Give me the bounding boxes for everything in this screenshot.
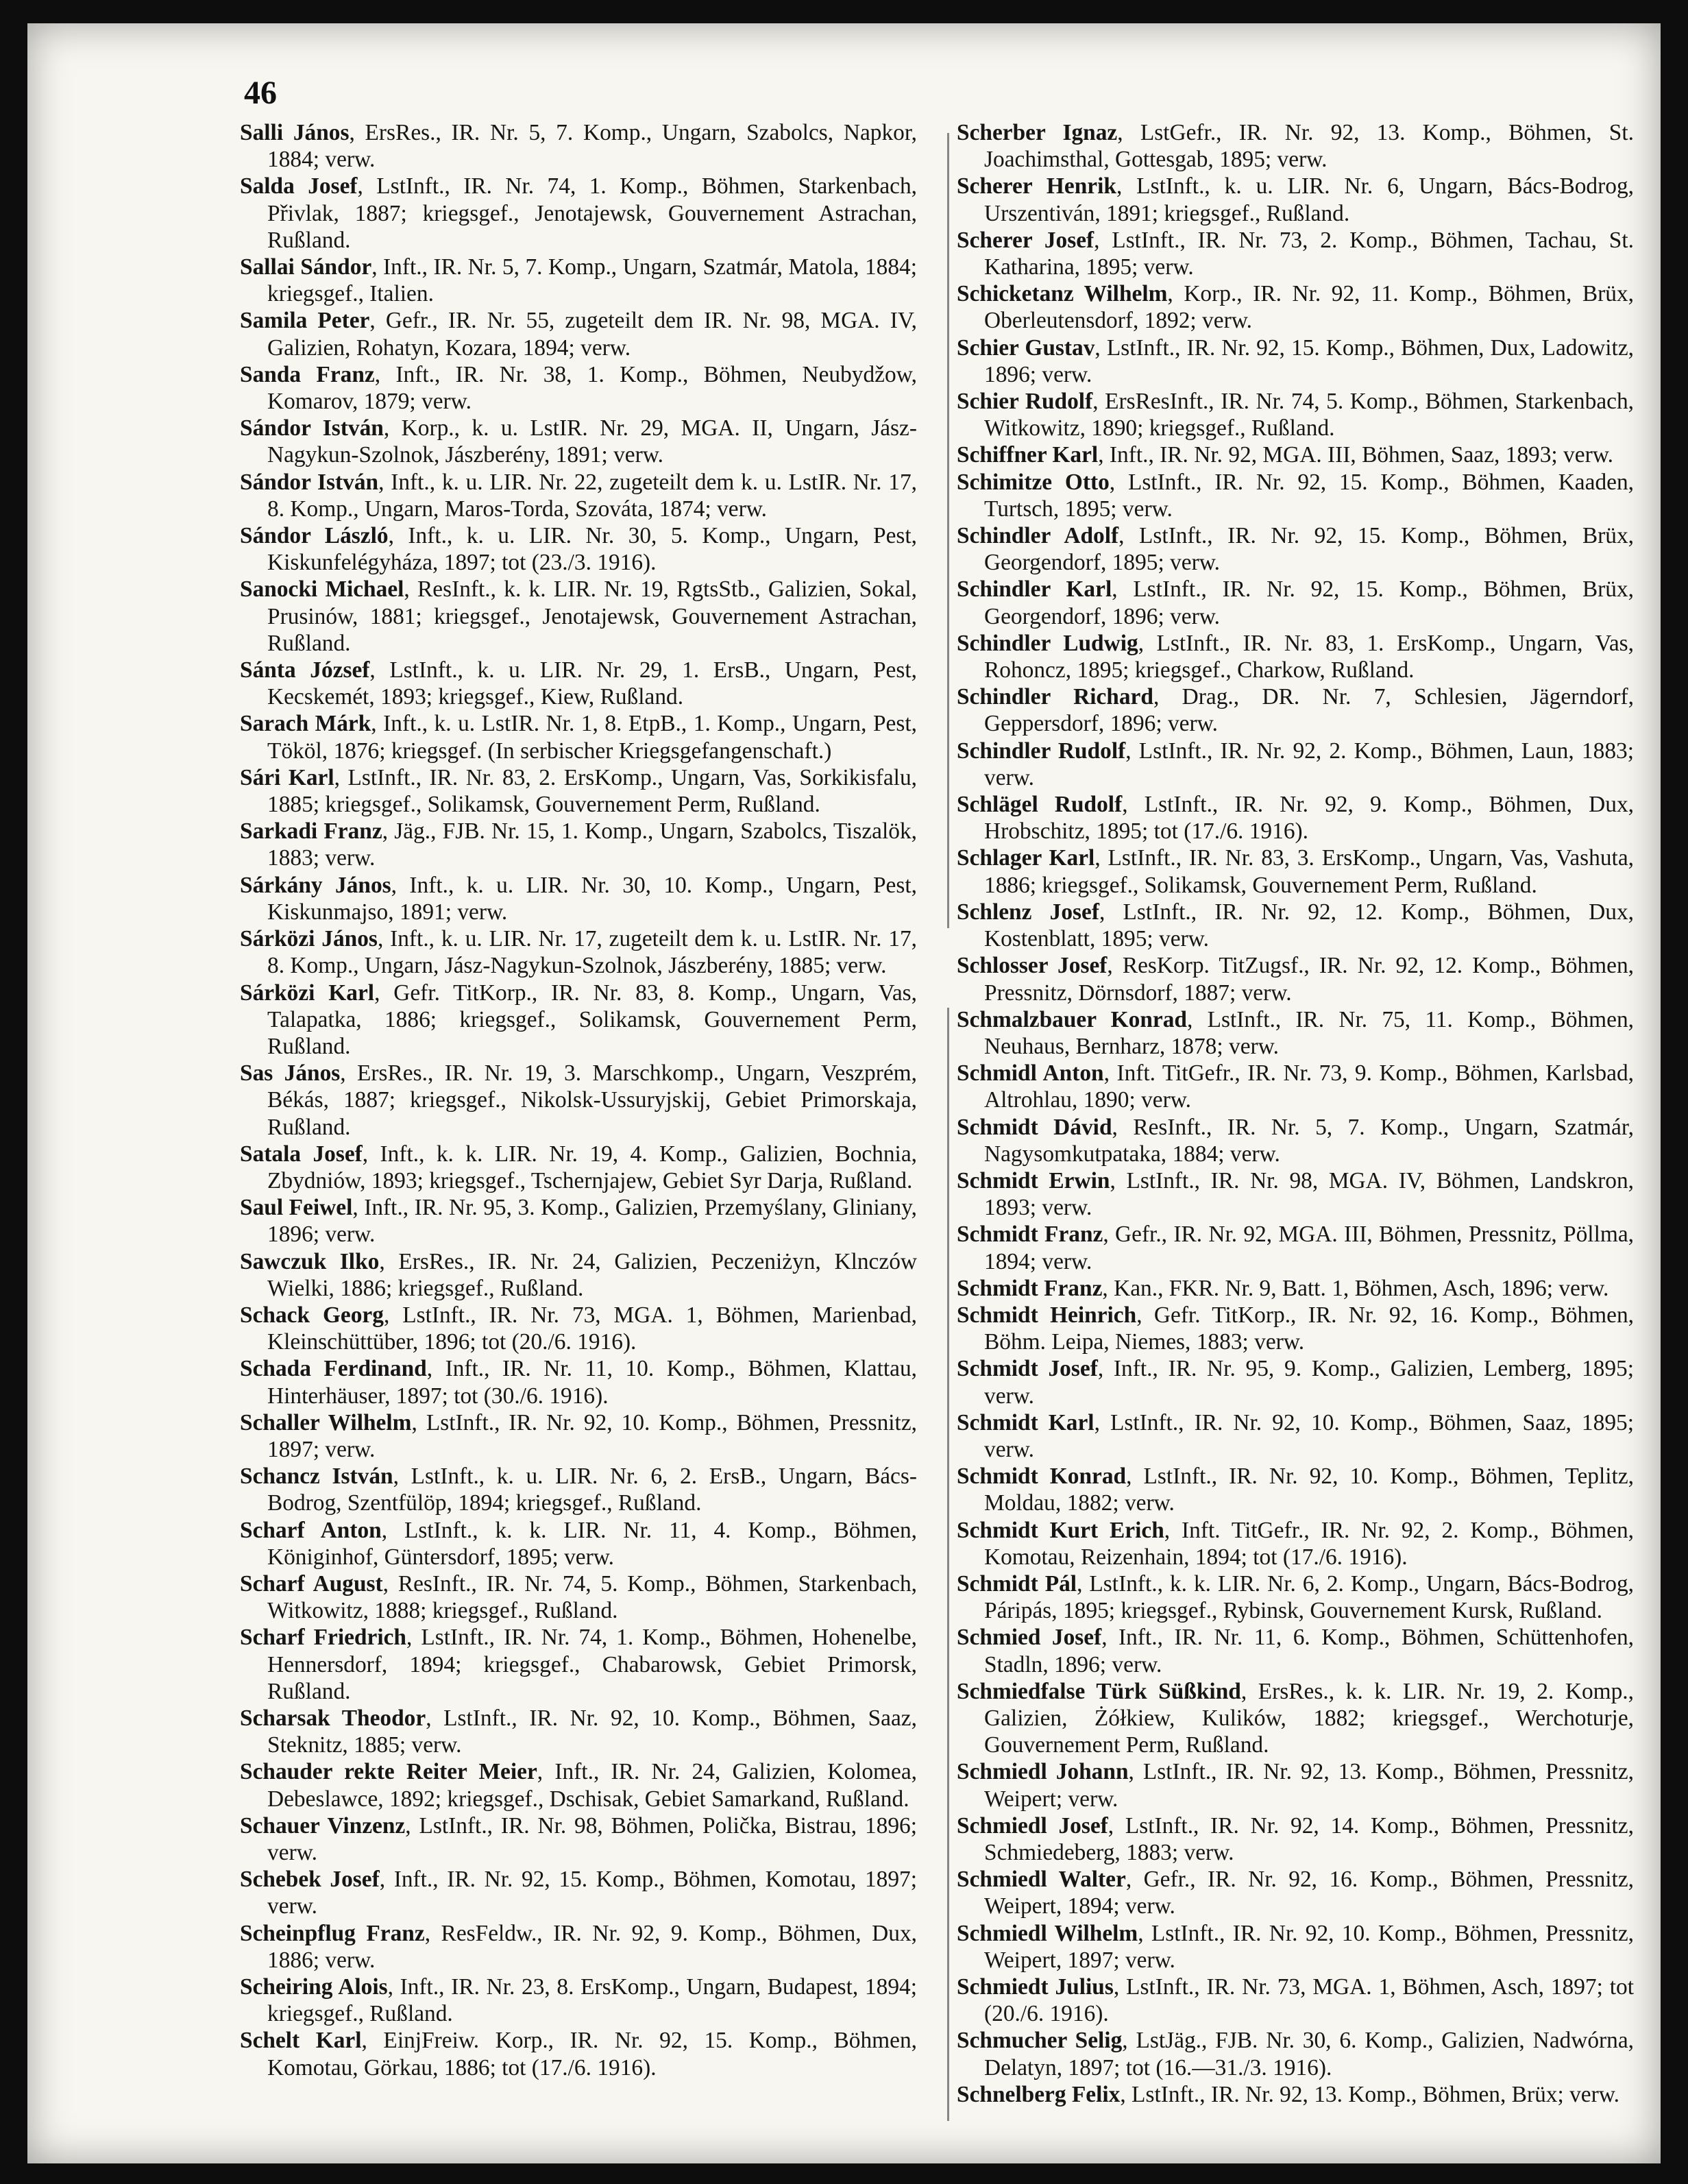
entry-name: Sanda Franz [240, 361, 375, 387]
entry-details: , LstInft., k. k. LIR. Nr. 6, 2. Komp., Ungarn, Bács-Bodrog, Páripás, 1895; kriegsgef., Rybinsk, Gouvernement Kursk, Rußland. [984, 1570, 1634, 1624]
entry-name: Salli János [240, 120, 350, 145]
casualty-entry [240, 872, 917, 925]
entry-name: Sárközi János [240, 926, 378, 952]
entry-name: Sándor István [240, 469, 379, 495]
entry-name: Schmalzbauer Konrad [957, 1006, 1188, 1032]
entry-details: , ResInft., k. k. LIR. Nr. 19, RgtsStb., Galizien, Sokal, Prusinów, 1881; kriegsgef., Jenotajewsk, Gouvernement Astrachan, Rußland. [267, 577, 917, 656]
entry-name: Schier Gustav [957, 335, 1095, 361]
casualty-entry [957, 1409, 1634, 1463]
entry-name: Schindler Karl [957, 577, 1112, 603]
entry-name: Schindler Adolf [957, 523, 1119, 549]
entry-details: , LstInft., IR. Nr. 73, MGA. 1, Böhmen, Asch, 1897; tot (20./6. 1916). [984, 1974, 1634, 2027]
entry-name: Sánta József [240, 657, 370, 683]
casualty-entry [240, 254, 917, 307]
entry-name: Sas János [240, 1060, 341, 1087]
casualty-entry [957, 1114, 1634, 1167]
casualty-entry [957, 1624, 1634, 1677]
entry-name: Sárközi Karl [240, 980, 375, 1006]
entry-name: Schelt Karl [240, 2028, 362, 2054]
casualty-entry [957, 1167, 1634, 1221]
entry-details: , LstInft., IR. Nr. 92, 15. Komp., Böhmen, Brüx, Georgendorf, 1896; verw. [984, 577, 1634, 629]
entry-details: , LstInft., IR. Nr. 92, 13. Komp., Böhmen, Brüx; verw. [1120, 2081, 1620, 2107]
entry-details: , Korp., k. u. LstIR. Nr. 29, MGA. II, Ungarn, Jász-Nagykun-Szolnok, Jászberény, 1891; verw. [267, 415, 917, 468]
casualty-entry [240, 1302, 917, 1355]
entry-name: Schmiedl Josef [957, 1812, 1108, 1839]
casualty-entry [240, 173, 917, 254]
entry-details: , LstInft., IR. Nr. 74, 1. Komp., Böhmen, Starkenbach, Přivlak, 1887; kriegsgef., Jenotajewsk, Gouvernement Astrachan, Rußland. [267, 173, 917, 253]
casualty-entry [957, 119, 1634, 173]
entry-details: , LstInft., IR. Nr. 92, 14. Komp., Böhmen, Pressnitz, Schmiedeberg, 1883; verw. [984, 1812, 1634, 1865]
casualty-entry [240, 1920, 917, 1974]
entry-name: Schmidt Erwin [957, 1167, 1110, 1193]
casualty-entry [240, 119, 917, 173]
casualty-entry [957, 683, 1634, 737]
casualty-entry [957, 1355, 1634, 1409]
entry-name: Schlägel Rudolf [957, 792, 1123, 818]
entry-name: Scherber Ignaz [957, 120, 1118, 145]
casualty-entry [957, 173, 1634, 226]
entry-name: Schancz István [240, 1464, 393, 1490]
casualty-entry [240, 710, 917, 764]
entry-details: , Inft. TitGefr., IR. Nr. 92, 2. Komp., Böhmen, Komotau, Reizenhain, 1894; tot (17./6. 1916). [984, 1517, 1634, 1570]
entry-name: Schauder rekte Reiter Meier [240, 1759, 537, 1785]
entry-name: Schmiedl Johann [957, 1759, 1129, 1785]
entry-details: , Inft., IR. Nr. 38, 1. Komp., Böhmen, Neubydžow, Komarov, 1879; verw. [267, 361, 917, 415]
casualty-entry [957, 280, 1634, 334]
casualty-entry [240, 1517, 917, 1570]
entry-details: , Inft., k. u. LIR. Nr. 17, zugeteilt dem k. u. LstIR. Nr. 17, 8. Komp., Ungarn, Jász-Nagykun-Szolnok, Jászberény, 1885; verw. [267, 926, 918, 979]
entry-name: Schada Ferdinand [240, 1356, 427, 1382]
casualty-entry [240, 576, 917, 657]
casualty-entry [240, 1248, 917, 1302]
casualty-entry [240, 307, 917, 361]
casualty-entry [240, 818, 917, 871]
entry-details: , LstInft., IR. Nr. 92, 10. Komp., Böhmen, Teplitz, Moldau, 1882; verw. [984, 1464, 1634, 1516]
casualty-entry [957, 227, 1634, 280]
entry-details: , Inft., IR. Nr. 11, 10. Komp., Böhmen, Klattau, Hinterhäuser, 1897; tot (30./6. 1916). [267, 1356, 918, 1409]
entry-name: Scherer Henrik [957, 173, 1116, 199]
casualty-entry [957, 630, 1634, 683]
entry-details: , LstInft., k. u. LIR. Nr. 6, 2. ErsB., Ungarn, Bács-Bodrog, Szentfülöp, 1894; kriegsgef., Rußland. [267, 1464, 917, 1516]
entry-name: Schmidl Anton [957, 1060, 1104, 1087]
casualty-entry [957, 2081, 1634, 2108]
casualty-entry [957, 2027, 1634, 2080]
entry-name: Schindler Ludwig [957, 630, 1138, 656]
entry-name: Scherer Josef [957, 227, 1094, 253]
entry-name: Schmidt Heinrich [957, 1302, 1137, 1328]
casualty-entry [957, 1974, 1634, 2027]
entry-details: , LstInft., IR. Nr. 98, MGA. IV, Böhmen, Landskron, 1893; verw. [984, 1167, 1634, 1221]
entry-name: Schack Georg [240, 1302, 384, 1328]
entry-name: Schebek Josef [240, 1867, 380, 1893]
entry-name: Scheiring Alois [240, 1974, 388, 2000]
document-page [27, 23, 1661, 2163]
entry-name: Sarach Márk [240, 711, 371, 737]
entry-details: , LstInft., k. u. LIR. Nr. 6, Ungarn, Bács-Bodrog, Urszentiván, 1891; kriegsgef., Rußland. [984, 173, 1634, 226]
casualty-entry [957, 1006, 1634, 1060]
casualty-entry [957, 899, 1634, 952]
casualty-entry [957, 952, 1634, 1006]
entry-details: , Inft., k. u. LIR. Nr. 22, zugeteilt dem k. u. LstIR. Nr. 17, 8. Komp., Ungarn, Maros-Torda, Szováta, 1874; verw. [267, 469, 917, 522]
entry-details: , Gefr., IR. Nr. 92, 16. Komp., Böhmen, Pressnitz, Weipert, 1894; verw. [984, 1867, 1634, 1919]
casualty-entry [240, 361, 917, 415]
casualty-entry [957, 1302, 1634, 1355]
casualty-entry [240, 657, 917, 710]
entry-name: Schmiedl Walter [957, 1867, 1126, 1893]
casualty-entry [240, 925, 917, 979]
casualty-entry [957, 1920, 1634, 1974]
entry-details: , ResInft., IR. Nr. 74, 5. Komp., Böhmen, Starkenbach, Witkowitz, 1888; kriegsgef., Rußland. [267, 1570, 917, 1624]
entry-details: , LstInft., IR. Nr. 92, 15. Komp., Böhmen, Brüx, Georgendorf, 1895; verw. [984, 523, 1634, 576]
entry-name: Schmidt Karl [957, 1409, 1094, 1435]
entry-details: , Inft., IR. Nr. 92, 15. Komp., Böhmen, Komotau, 1897; verw. [267, 1867, 918, 1919]
entry-details: , Inft., k. u. LIR. Nr. 30, 10. Komp., Ungarn, Pest, Kiskunmajso, 1891; verw. [267, 872, 917, 925]
entry-name: Scharsak Theodor [240, 1705, 426, 1731]
entry-details: , Gefr. TitKorp., IR. Nr. 83, 8. Komp., Ungarn, Vas, Talapatka, 1886; kriegsgef., Solikamsk, Gouvernement Perm, Rußland. [267, 980, 917, 1059]
entry-name: Schaller Wilhelm [240, 1409, 412, 1435]
entry-name: Schindler Richard [957, 684, 1153, 710]
entry-details: , LstInft., IR. Nr. 92, 9. Komp., Böhmen, Dux, Hrobschitz, 1895; tot (17./6. 1916). [984, 792, 1635, 845]
casualty-entry [240, 1141, 917, 1194]
entry-details: , Korp., IR. Nr. 92, 11. Komp., Böhmen, Brüx, Oberleutensdorf, 1892; verw. [984, 281, 1634, 334]
entry-details: , Inft., k. u. LIR. Nr. 30, 5. Komp., Ungarn, Pest, Kiskunfelégyháza, 1897; tot (23./3. 1916). [267, 523, 918, 576]
entry-details: , Inft., IR. Nr. 11, 6. Komp., Böhmen, Schüttenhofen, Stadln, 1896; verw. [984, 1625, 1634, 1677]
casualty-entry [240, 1409, 917, 1463]
entry-details: , LstInft., IR. Nr. 92, 15. Komp., Böhmen, Dux, Ladowitz, 1896; verw. [984, 335, 1634, 387]
casualty-entry [957, 522, 1634, 576]
casualty-entry [957, 441, 1634, 468]
entry-name: Sándor István [240, 415, 384, 441]
casualty-entry [240, 1570, 917, 1624]
casualty-entry [957, 1758, 1634, 1812]
entry-name: Schier Rudolf [957, 389, 1093, 415]
entry-details: , ResInft., IR. Nr. 5, 7. Komp., Ungarn, Szatmár, Nagysomkutpataka, 1884; verw. [984, 1114, 1634, 1167]
entry-details: , Inft., IR. Nr. 23, 8. ErsKomp., Ungarn, Budapest, 1894; kriegsgef., Rußland. [267, 1974, 917, 2027]
casualty-entry [957, 1570, 1634, 1624]
entry-name: Scheinpflug Franz [240, 1920, 425, 1946]
casualty-entry [240, 469, 917, 522]
entry-name: Schmiedfalse Türk Süßkind [957, 1678, 1241, 1704]
entry-details: , Inft., k. k. LIR. Nr. 19, 4. Komp., Galizien, Bochnia, Zbydniów, 1893; kriegsgef., Tschernjajew, Gebiet Syr Darja, Rußland. [267, 1141, 917, 1193]
entry-name: Schmidt Franz [957, 1275, 1103, 1301]
entry-name: Schmidt Franz [957, 1222, 1103, 1248]
casualty-entry [240, 1194, 917, 1248]
casualty-entry [240, 764, 917, 818]
entry-name: Schmidt Kurt Erich [957, 1517, 1164, 1543]
casualty-entry [957, 1678, 1634, 1759]
entry-name: Schiffner Karl [957, 442, 1099, 468]
entry-name: Saul Feiwel [240, 1195, 353, 1221]
entry-details: , LstJäg., FJB. Nr. 30, 6. Komp., Galizien, Nadwórna, Delatyn, 1897; tot (16.—31./3. 1916). [984, 2028, 1634, 2080]
entry-name: Scharf Anton [240, 1517, 382, 1543]
casualty-entry [957, 1812, 1634, 1866]
entry-name: Sári Karl [240, 764, 334, 790]
entry-details: , Inft., IR. Nr. 95, 3. Komp., Galizien, Przemyślany, Gliniany, 1896; verw. [267, 1195, 917, 1248]
casualty-entry [240, 1758, 917, 1812]
casualty-entry [957, 576, 1634, 629]
entry-details: , ErsRes., IR. Nr. 19, 3. Marschkomp., Ungarn, Veszprém, Békás, 1887; kriegsgef., Nikolsk-Ussuryjskij, Gebiet Primorskaja, Rußland. [267, 1060, 917, 1140]
entry-details: , ResFeldw., IR. Nr. 92, 9. Komp., Böhmen, Dux, 1886; verw. [267, 1920, 918, 1973]
casualty-entry [957, 1275, 1634, 1302]
entry-details: , ErsRes., IR. Nr. 5, 7. Komp., Ungarn, Szabolcs, Napkor, 1884; verw. [267, 120, 917, 173]
column-divider [947, 133, 949, 2121]
entry-details: , Jäg., FJB. Nr. 15, 1. Komp., Ungarn, Szabolcs, Tiszalök, 1883; verw. [267, 818, 917, 871]
entry-details: , LstInft., IR. Nr. 83, 3. ErsKomp., Ungarn, Vas, Vashuta, 1886; kriegsgef., Solikamsk, Gouvernement Perm, Rußland. [984, 845, 1634, 898]
entry-details: , LstInft., IR. Nr. 83, 2. ErsKomp., Ungarn, Vas, Sorkikisfalu, 1885; kriegsgef., Solikamsk, Gouvernement Perm, Rußland. [267, 764, 917, 818]
entry-details: , LstInft., IR. Nr. 73, MGA. 1, Böhmen, Marienbad, Kleinschüttüber, 1896; tot (20./6. 1916). [267, 1302, 918, 1355]
entry-details: , Inft. TitGefr., IR. Nr. 73, 9. Komp., Böhmen, Karlsbad, Altrohlau, 1890; verw. [984, 1060, 1634, 1113]
entry-name: Sárkány János [240, 872, 391, 898]
entry-name: Schlosser Josef [957, 953, 1108, 979]
entry-name: Schmidt Josef [957, 1356, 1098, 1382]
entry-details: , Inft., k. u. LstIR. Nr. 1, 8. EtpB., 1. Komp., Ungarn, Pest, Tököl, 1876; kriegsgef. (In serbischer Kriegsgefangenschaft.) [267, 711, 917, 764]
entry-details: , Kan., FKR. Nr. 9, Batt. 1, Böhmen, Asch, 1896; verw. [1102, 1275, 1609, 1301]
entry-details: , Inft., IR. Nr. 95, 9. Komp., Galizien, Lemberg, 1895; verw. [984, 1356, 1634, 1409]
entry-name: Schlager Karl [957, 845, 1095, 871]
entry-name: Schicketanz Wilhelm [957, 281, 1168, 307]
right-column [957, 119, 1634, 2108]
entry-details: , LstInft., IR. Nr. 92, 15. Komp., Böhmen, Kaaden, Turtsch, 1895; verw. [984, 469, 1635, 522]
entry-details: , LstInft., IR. Nr. 92, 10. Komp., Böhmen, Pressnitz, Weipert, 1897; verw. [984, 1920, 1634, 1973]
entry-name: Schmied Josef [957, 1625, 1102, 1651]
entry-name: Schauer Vinzenz [240, 1812, 406, 1839]
entry-details: , LstInft., IR. Nr. 75, 11. Komp., Böhmen, Neuhaus, Bernharz, 1878; verw. [984, 1006, 1634, 1059]
entry-details: , Gefr., IR. Nr. 55, zugeteilt dem IR. Nr. 98, MGA. IV, Galizien, Rohatyn, Kozara, 1894; verw. [267, 308, 917, 361]
entry-details: , ErsResInft., IR. Nr. 74, 5. Komp., Böhmen, Starkenbach, Witkowitz, 1890; kriegsgef., Rußland. [984, 389, 1634, 441]
entry-name: Schmiedt Julius [957, 1974, 1114, 2000]
entry-name: Schmidt Dávid [957, 1114, 1112, 1140]
casualty-entry [957, 1866, 1634, 1919]
entry-name: Scharf August [240, 1570, 383, 1597]
casualty-entry [240, 1705, 917, 1758]
entry-name: Schmucher Selig [957, 2028, 1123, 2054]
entry-details: , Inft., IR. Nr. 5, 7. Komp., Ungarn, Szatmár, Matola, 1884; kriegsgef., Italien. [267, 254, 918, 307]
entry-name: Schmidt Konrad [957, 1464, 1127, 1490]
casualty-entry [240, 1463, 917, 1516]
casualty-entry [240, 415, 917, 468]
entry-details: , LstInft., IR. Nr. 92, 10. Komp., Böhmen, Saaz, 1895; verw. [984, 1409, 1634, 1462]
casualty-entry [240, 522, 917, 576]
page-number: 46 [244, 75, 277, 111]
entry-details: , LstInft., IR. Nr. 73, 2. Komp., Böhmen, Tachau, St. Katharina, 1895; verw. [984, 227, 1634, 280]
entry-name: Schnelberg Felix [957, 2081, 1121, 2107]
entry-details: , ResKorp. TitZugsf., IR. Nr. 92, 12. Komp., Böhmen, Pressnitz, Dörnsdorf, 1887; verw. [984, 953, 1634, 1006]
casualty-entry [240, 1060, 917, 1141]
casualty-entry [240, 1812, 917, 1866]
entry-details: , LstInft., IR. Nr. 74, 1. Komp., Böhmen, Hohenelbe, Hennersdorf, 1894; kriegsgef., Chabarowsk, Gebiet Primorsk, Rußland. [267, 1625, 917, 1704]
entry-name: Schimitze Otto [957, 469, 1110, 495]
casualty-entry [957, 388, 1634, 441]
entry-details: , LstGefr., IR. Nr. 92, 13. Komp., Böhmen, St. Joachimsthal, Gottesgab, 1895; verw. [984, 120, 1634, 173]
entry-details: , Drag., DR. Nr. 7, Schlesien, Jägerndorf, Geppersdorf, 1896; verw. [984, 684, 1634, 737]
entry-details: , ErsRes., IR. Nr. 24, Galizien, Peczeniżyn, Klnczów Wielki, 1886; kriegsgef., Rußland. [267, 1248, 918, 1301]
left-column [240, 119, 917, 2081]
entry-name: Samila Peter [240, 308, 370, 334]
entry-name: Sawczuk Ilko [240, 1248, 380, 1274]
casualty-entry [957, 1221, 1634, 1274]
entry-details: , LstInft., k. u. LIR. Nr. 29, 1. ErsB., Ungarn, Pest, Kecskemét, 1893; kriegsgef., Kiew, Rußland. [267, 657, 917, 710]
casualty-entry [957, 469, 1634, 522]
entry-details: , LstInft., IR. Nr. 92, 10. Komp., Böhmen, Pressnitz, 1897; verw. [267, 1409, 917, 1462]
casualty-entry [240, 1866, 917, 1919]
casualty-entry [957, 1060, 1634, 1113]
entry-name: Salda Josef [240, 173, 358, 199]
casualty-entry [957, 1463, 1634, 1516]
casualty-entry [957, 845, 1634, 898]
entry-details: , LstInft., k. k. LIR. Nr. 11, 4. Komp., Böhmen, Königinhof, Güntersdorf, 1895; verw. [267, 1517, 917, 1570]
casualty-entry [957, 335, 1634, 388]
entry-details: , LstInft., IR. Nr. 92, 10. Komp., Böhmen, Saaz, Steknitz, 1885; verw. [267, 1705, 917, 1758]
entry-details: , LstInft., IR. Nr. 83, 1. ErsKomp., Ungarn, Vas, Rohoncz, 1895; kriegsgef., Charkow, Rußland. [984, 630, 1634, 683]
entry-name: Sallai Sándor [240, 254, 372, 280]
entry-name: Schindler Rudolf [957, 738, 1126, 764]
casualty-entry [957, 738, 1634, 791]
casualty-entry [957, 1517, 1634, 1570]
casualty-entry [240, 1624, 917, 1705]
casualty-entry [240, 1974, 917, 2027]
entry-name: Sarkadi Franz [240, 818, 382, 845]
entry-details: , EinjFreiw. Korp., IR. Nr. 92, 15. Komp., Böhmen, Komotau, Görkau, 1886; tot (17./6. 1916). [267, 2028, 918, 2080]
casualty-entry [957, 791, 1634, 845]
entry-name: Schmiedl Wilhelm [957, 1920, 1138, 1946]
casualty-entry [240, 980, 917, 1060]
casualty-entry [240, 2027, 917, 2080]
entry-details: , Gefr., IR. Nr. 92, MGA. III, Böhmen, Pressnitz, Pöllma, 1894; verw. [984, 1222, 1634, 1274]
entry-details: , LstInft., IR. Nr. 98, Böhmen, Polička, Bistrau, 1896; verw. [267, 1812, 918, 1865]
entry-details: , LstInft., IR. Nr. 92, 13. Komp., Böhmen, Pressnitz, Weipert; verw. [984, 1759, 1634, 1812]
entry-name: Schlenz Josef [957, 899, 1099, 925]
entry-details: , Inft., IR. Nr. 92, MGA. III, Böhmen, Saaz, 1893; verw. [1098, 442, 1613, 468]
entry-name: Satala Josef [240, 1141, 363, 1167]
entry-name: Sanocki Michael [240, 577, 404, 603]
entry-name: Schmidt Pál [957, 1570, 1077, 1597]
entry-details: , LstInft., IR. Nr. 92, 2. Komp., Böhmen, Laun, 1883; verw. [984, 738, 1634, 790]
entry-details: , LstInft., IR. Nr. 92, 12. Komp., Böhmen, Dux, Kostenblatt, 1895; verw. [984, 899, 1634, 952]
casualty-entry [240, 1355, 917, 1409]
entry-details: , Gefr. TitKorp., IR. Nr. 92, 16. Komp., Böhmen, Böhm. Leipa, Niemes, 1883; verw. [984, 1302, 1634, 1355]
entry-details: , Inft., IR. Nr. 24, Galizien, Kolomea, Debeslawce, 1892; kriegsgef., Dschisak, Gebiet Samarkand, Rußland. [267, 1759, 917, 1812]
entry-name: Sándor László [240, 523, 389, 549]
entry-name: Scharf Friedrich [240, 1625, 406, 1651]
entry-details: , ErsRes., k. k. LIR. Nr. 19, 2. Komp., Galizien, Żółkiew, Kulików, 1882; kriegsgef., Werchoturje, Gouvernement Perm, Rußland. [984, 1678, 1635, 1758]
